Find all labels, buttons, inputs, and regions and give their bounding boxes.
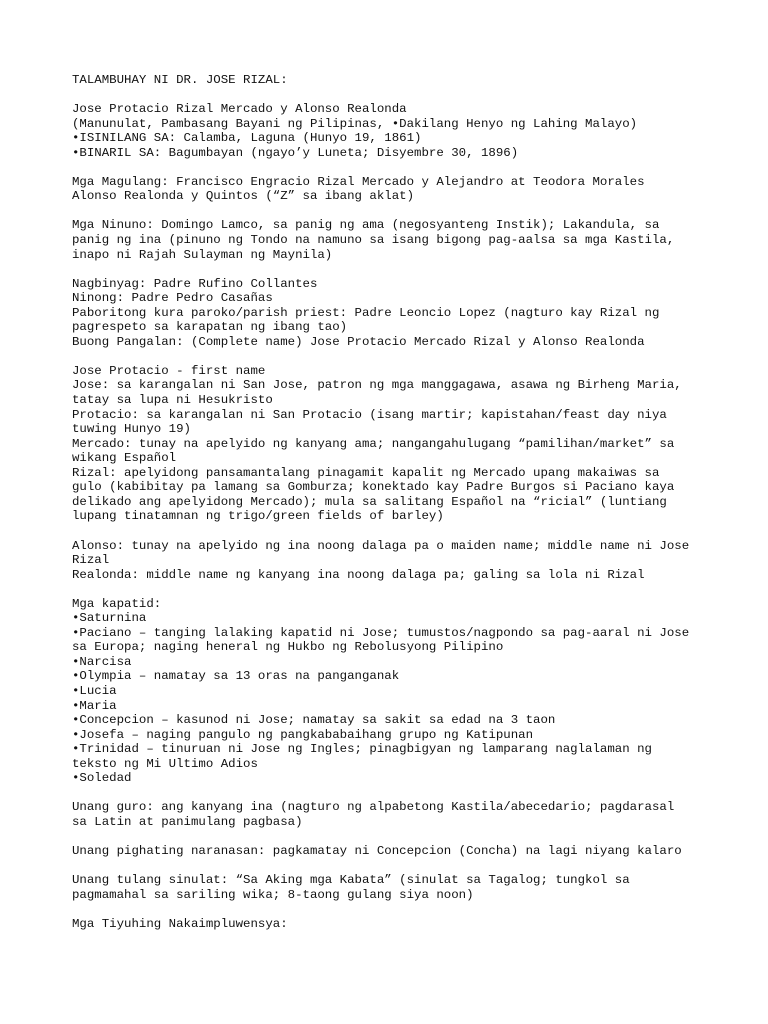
text-line: gulo (kabibitay pa lamang sa Gomburza; konektado kay Padre Burgos si Paciano kaya: [72, 480, 675, 495]
text-line: tuwing Hunyo 19): [72, 422, 191, 437]
text-line: •ISINILANG SA: Calamba, Laguna (Hunyo 19, 1861): [72, 131, 422, 146]
text-line: •Trinidad – tinuruan ni Jose ng Ingles; pinagbigyan ng lamparang naglalaman ng: [72, 742, 652, 757]
text-line: panig ng ina (pinuno ng Tondo na namuno sa isang bigong pag-aalsa sa mga Kastila,: [72, 233, 675, 248]
text-line: Jose Protacio Rizal Mercado y Alonso Realonda: [72, 102, 407, 117]
text-line: Unang tulang sinulat: “Sa Aking mga Kabata” (sinulat sa Tagalog; tungkol sa: [72, 873, 630, 888]
document-paragraph: [72, 917, 712, 932]
text-line: Protacio: sa karangalan ni San Protacio (isang martir; kapistahan/feast day niya: [72, 407, 667, 422]
document-paragraph: [72, 539, 712, 583]
text-line: Mga Magulang: Francisco Engracio Rizal Mercado y Alejandro at Teodora Morales: [72, 174, 645, 189]
text-line: lupang tinatamnan ng trigo/green fields of barley): [72, 509, 444, 524]
text-line: •Soledad: [72, 771, 132, 786]
document-paragraph: [72, 844, 712, 859]
text-line: Mga Ninuno: Domingo Lamco, sa panig ng ama (negosyanteng Instik); Lakandula, sa: [72, 218, 660, 233]
text-line: Paboritong kura paroko/parish priest: Padre Leoncio Lopez (nagturo kay Rizal ng: [72, 305, 660, 320]
text-line: •BINARIL SA: Bagumbayan (ngayo’y Luneta; Disyembre 30, 1896): [72, 145, 519, 160]
document-body: [72, 73, 712, 946]
text-line: wikang Español: [72, 451, 177, 466]
text-line: Mercado: tunay na apelyido ng kanyang ama; nangangahulugang “pamilihan/market” sa: [72, 436, 675, 451]
text-line: Nagbinyag: Padre Rufino Collantes: [72, 276, 318, 291]
text-line: sa Europa; naging heneral ng Hukbo ng Rebolusyong Pilipino: [72, 640, 504, 655]
document-paragraph: [72, 277, 712, 350]
text-line: •Olympia – namatay sa 13 oras na panganganak: [72, 669, 400, 684]
document-paragraph: [72, 102, 712, 160]
text-line: pagrespeto sa karapatan ng ibang tao): [72, 320, 348, 335]
text-line: Jose: sa karangalan ni San Jose, patron ng mga manggagawa, asawa ng Birheng Maria,: [72, 378, 682, 393]
text-line: Jose Protacio - first name: [72, 363, 266, 378]
text-line: delikado ang apelyidong Mercado); mula sa salitang Español na “ricial” (luntiang: [72, 494, 667, 509]
text-line: Mga Tiyuhing Nakaimpluwensya:: [72, 916, 288, 931]
document-paragraph: [72, 364, 712, 524]
text-line: teksto ng Mi Ultimo Adios: [72, 756, 258, 771]
text-line: •Narcisa: [72, 654, 132, 669]
document-paragraph: [72, 73, 712, 88]
text-line: Rizal: apelyidong pansamantalang pinagamit kapalit ng Mercado upang makaiwas sa: [72, 465, 660, 480]
text-line: tatay sa lupa ni Hesukristo: [72, 393, 273, 408]
text-line: Mga kapatid:: [72, 596, 162, 611]
document-paragraph: [72, 597, 712, 786]
text-line: (Manunulat, Pambasang Bayani ng Pilipinas, •Dakilang Henyo ng Lahing Malayo): [72, 116, 638, 131]
text-line: •Paciano – tanging lalaking kapatid ni Jose; tumustos/nagpondo sa pag-aaral ni Jose: [72, 625, 690, 640]
text-line: inapo ni Rajah Sulayman ng Maynila): [72, 247, 333, 262]
text-line: Unang guro: ang kanyang ina (nagturo ng alpabetong Kastila/abecedario; pagdarasal: [72, 800, 675, 815]
text-line: Alonso: tunay na apelyido ng ina noong dalaga pa o maiden name; middle name ni Jose: [72, 538, 690, 553]
text-line: TALAMBUHAY NI DR. JOSE RIZAL:: [72, 73, 288, 87]
text-line: •Josefa – naging pangulo ng pangkababaihang grupo ng Katipunan: [72, 727, 534, 742]
text-line: •Concepcion – kasunod ni Jose; namatay sa sakit sa edad na 3 taon: [72, 713, 556, 728]
document-paragraph: [72, 218, 712, 262]
text-line: pagmamahal sa sariling wika; 8-taong gulang siya noon): [72, 887, 474, 902]
document-paragraph: [72, 873, 712, 902]
document-paragraph: [72, 800, 712, 829]
text-line: Rizal: [72, 553, 110, 568]
text-line: Alonso Realonda y Quintos (“Z” sa ibang aklat): [72, 189, 415, 204]
text-line: Buong Pangalan: (Complete name) Jose Protacio Mercado Rizal y Alonso Realonda: [72, 334, 645, 349]
document-paragraph: [72, 175, 712, 204]
text-line: Ninong: Padre Pedro Casañas: [72, 291, 273, 306]
text-line: Unang pighating naranasan: pagkamatay ni Concepcion (Concha) na lagi niyang kalaro: [72, 843, 682, 858]
text-line: •Maria: [72, 698, 117, 713]
text-line: •Lucia: [72, 683, 117, 698]
text-line: sa Latin at panimulang pagbasa): [72, 814, 303, 829]
text-line: •Saturnina: [72, 611, 147, 626]
text-line: Realonda: middle name ng kanyang ina noong dalaga pa; galing sa lola ni Rizal: [72, 567, 645, 582]
